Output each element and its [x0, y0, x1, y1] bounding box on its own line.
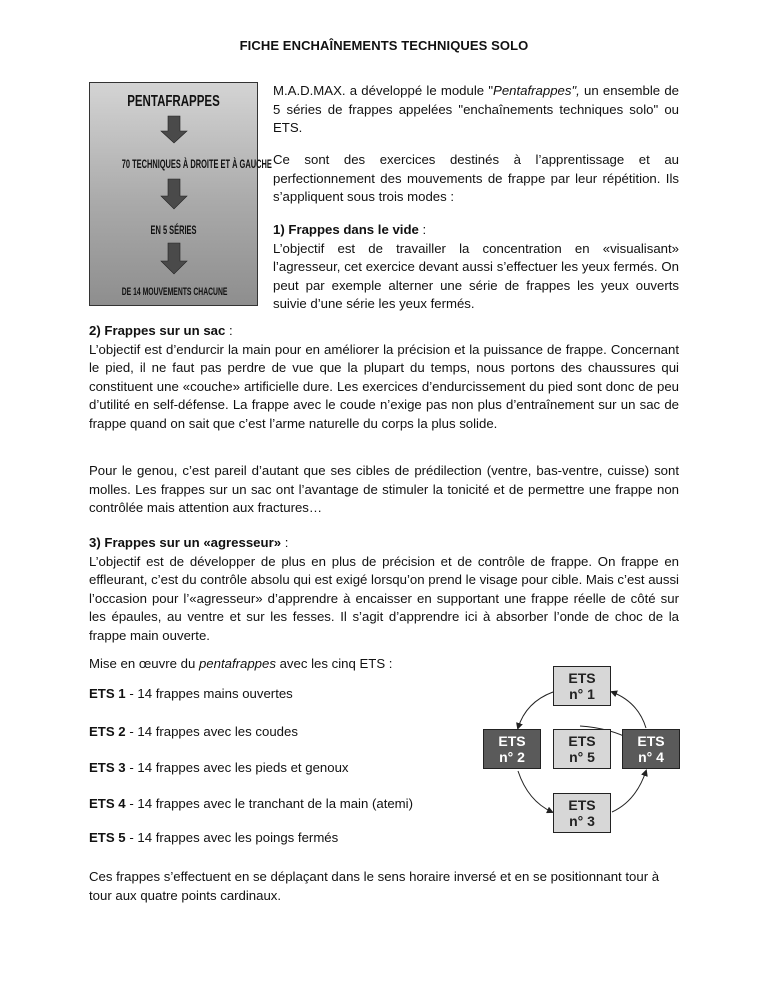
- intro-paragraph: M.A.D.MAX. a développé le module "Pentafrappes", un ensemble de 5 séries de frappes appelées "enchaînements techniques solo" ou ETS.: [273, 83, 679, 135]
- genou-paragraph: Pour le genou, c’est pareil d’autant que ses cibles de prédilection (ventre, bas-ventre, cuisse) sont molles. Les frappes sur un sac ont l’avantage de stimuler la tonicité et de permettre une frappe non contrôlée mais attention aux fractures…: [89, 463, 679, 515]
- ets-list-item: ETS 3 - 14 frappes avec les pieds et genoux: [89, 760, 349, 775]
- ets-box-2: ETS n° 2: [483, 729, 541, 769]
- arrow-icon: [612, 771, 646, 812]
- mise-en-oeuvre-line: Mise en œuvre du pentafrappes avec les cinq ETS :: [89, 656, 393, 671]
- ets-list-item: ETS 1 - 14 frappes mains ouvertes: [89, 686, 293, 701]
- ets-box-4: ETS n° 4: [622, 729, 680, 769]
- figure-line-techniques: 70 TECHNIQUES À DROITE ET À GAUCHE: [121, 157, 272, 171]
- closing-paragraph: Ces frappes s’effectuent en se déplaçant dans le sens horaire inversé et en se positionnant tour à tour aux quatre points cardinaux.: [89, 869, 660, 903]
- figure-line-series: EN 5 SÉRIES: [150, 223, 197, 237]
- ets-list-item: ETS 4 - 14 frappes avec le tranchant de la main (atemi): [89, 796, 413, 811]
- mode3-heading: 3) Frappes sur un «agresseur»: [89, 535, 282, 550]
- mode2-section: 2) Frappes sur un sac : L’objectif est d’endurcir la main pour en améliorer la précision et la puissance de frappe. Concernant le pied, il ne faut pas perdre de vue que la plupart du temps, nous portons des chaussures qui constituent une «couche» artificielle dure. Les exercices d’endurcissement du pied sont donc de peu d’utilité en self-défense. La frappe avec le coude n’exige pas non plus d’entraînement sur un sac de frappe quand on sait que c’est l’arme naturelle du corps la plus solide.: [89, 323, 679, 431]
- modes-intro-paragraph: Ce sont des exercices destinés à l’apprentissage et au perfectionnement des mouvements de frappe par leur répétition. Ils s’appliquent sous trois modes :: [273, 152, 679, 204]
- pentafrappes-figure: [89, 82, 272, 306]
- mode1-section: 1) Frappes dans le vide : L’objectif est de travailler la concentration en «visualisant» l’agresseur, cet exercice devant aussi s’effectuer les yeux fermés. On peut par exemple alterner une série de frappes les yeux ouverts suivie d’une série les yeux fermés.: [273, 222, 679, 311]
- ets-cycle-diagram: [480, 666, 680, 838]
- figure-line-mouvements: DE 14 MOUVEMENTS CHACUNE: [121, 286, 228, 298]
- mode3-section: 3) Frappes sur un «agresseur» : L’objectif est de développer de plus en plus de précision et de contrôle de frappe. On frappe en effleurant, c’est du contrôle absolu qui est exigé lorsqu’on prend le visage pour cible. Mais c’est aussi l’occasion pour l’«agresseur» d’apprendre à encaisser en supportant une frappe réelle de côté sur les épaules, au ventre et sur les fesses. Il s’agit d’apprendre ici à absorber l’onde de choc de la frappe main ouverte.: [89, 535, 679, 643]
- mode2-body: L’objectif est d’endurcir la main pour en améliorer la précision et la puissance de frappe. Concernant le pied, il ne faut pas perdre de vue que la plupart du temps, nous portons des chaussures qui constituent une «couche» artificielle dure. Les exercices d’endurcissement du pied sont donc de peu d’utilité en self-défense. La frappe avec le coude n’exige pas non plus d’entraînement sur un sac de frappe quand on sait que c’est l’arme naturelle du corps la plus solide.: [89, 341, 679, 431]
- ets-list-item: ETS 5 - 14 frappes avec les poings fermés: [89, 830, 339, 845]
- down-arrow-icon: [161, 179, 187, 209]
- down-arrows-graphic: [90, 83, 272, 305]
- arrow-icon: [518, 692, 553, 728]
- down-arrow-icon: [161, 116, 187, 143]
- ets-box-1: ETS n° 1: [553, 666, 611, 706]
- down-arrow-icon: [161, 243, 187, 274]
- ets-box-5: ETS n° 5: [553, 729, 611, 769]
- arrow-icon: [612, 692, 646, 728]
- mode2-heading: 2) Frappes sur un sac: [89, 323, 226, 338]
- mode3-body: L’objectif est de développer de plus en plus de précision et de contrôle de frappe. On frappe en effleurant, c’est du contrôle absolu qui est exigé lorsqu’on prend le visage pour cible. Mais c’est aussi l’occasion pour l’«agresseur» d’apprendre à encaisser en supportant une frappe réelle de côté sur les épaules, au ventre et sur les fesses. Il s’agit d’apprendre ici à absorber l’onde de choc de la frappe main ouverte.: [89, 553, 679, 643]
- arrow-icon: [518, 771, 552, 812]
- page-title: FICHE ENCHAÎNEMENTS TECHNIQUES SOLO: [239, 38, 529, 53]
- figure-heading: PENTAFRAPPES: [127, 93, 220, 110]
- mode1-heading: 1) Frappes dans le vide: [273, 222, 419, 237]
- ets-list-item: ETS 2 - 14 frappes avec les coudes: [89, 724, 298, 739]
- mode1-body: L’objectif est de travailler la concentration en «visualisant» l’agresseur, cet exercice devant aussi s’effectuer les yeux fermés. On peut par exemple alterner une série de frappes les yeux ouverts suivie d’une série les yeux fermés.: [273, 240, 679, 311]
- ets-box-3: ETS n° 3: [553, 793, 611, 833]
